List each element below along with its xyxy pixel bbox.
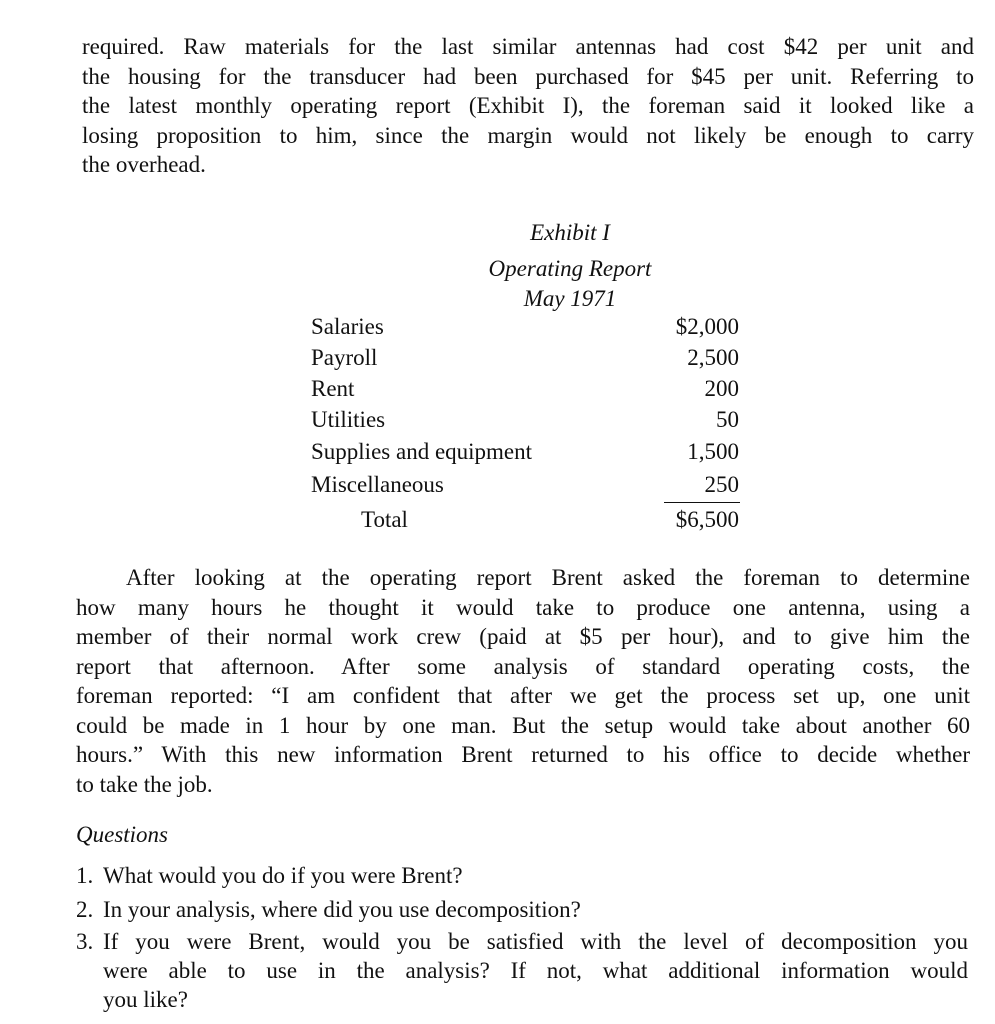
report-row-label: Payroll xyxy=(311,345,378,370)
report-row-amount: 2,500 xyxy=(687,345,739,370)
question-item xyxy=(76,927,968,1014)
report-row-utilities xyxy=(311,405,739,435)
question-number: 1. xyxy=(76,863,94,888)
report-row-amount: 200 xyxy=(704,376,739,401)
report-row-total xyxy=(311,505,739,535)
report-row-amount: $2,000 xyxy=(675,314,739,339)
paragraph-line: the housing for the transducer had been purchased for $45 per unit. Referring to xyxy=(82,63,974,89)
paragraph-line: member of their normal work crew (paid at $5 per hour), and to give him the xyxy=(76,624,970,649)
report-total-amount: $6,500 xyxy=(675,507,739,532)
report-row-miscellaneous xyxy=(311,470,739,500)
paragraph-line: report that afternoon. After some analysis of standard operating costs, the xyxy=(76,653,970,679)
exhibit-date: May 1971 xyxy=(523,286,617,311)
paragraph-line: could be made in 1 hour by one man. But the setup would take about another 60 xyxy=(76,712,970,738)
question-text: you like? xyxy=(103,987,188,1012)
exhibit-subtitle: Operating Report xyxy=(488,256,652,281)
questions-heading: Questions xyxy=(76,822,168,847)
report-row-label: Rent xyxy=(311,376,355,401)
question-text: If you were Brent, would you be satisfied with the level of decomposition you xyxy=(103,929,968,954)
paragraph-line: losing proposition to him, since the margin would not likely be enough to carry xyxy=(82,122,974,148)
question-number: 2. xyxy=(76,897,94,922)
question-text: What would you do if you were Brent? xyxy=(103,863,463,888)
paragraph-line: the overhead. xyxy=(82,152,206,177)
report-row-label: Supplies and equipment xyxy=(311,439,533,464)
paragraph-line: foreman reported: “I am confident that after we get the process set up, one unit xyxy=(76,683,970,708)
question-number: 3. xyxy=(76,929,94,954)
paragraph-line: After looking at the operating report Brent asked the foreman to determine xyxy=(126,565,970,590)
report-row-supplies xyxy=(311,437,739,467)
paragraph-line: to take the job. xyxy=(76,771,213,797)
report-row-amount: 1,500 xyxy=(687,439,739,464)
report-row-amount: 50 xyxy=(716,407,739,432)
report-row-salaries xyxy=(311,312,739,342)
question-item xyxy=(76,895,968,924)
exhibit-title: Exhibit I xyxy=(530,220,610,245)
paragraph-line: hours.” With this new information Brent returned to his office to decide whether xyxy=(76,742,970,767)
report-row-label: Salaries xyxy=(311,314,384,339)
paragraph-line: required. Raw materials for the last similar antennas had cost $42 per unit and xyxy=(82,34,974,59)
report-row-amount: 250 xyxy=(704,472,739,497)
body-paragraph xyxy=(76,563,970,799)
question-text: were able to use in the analysis? If not, what additional information would xyxy=(103,958,968,983)
total-rule xyxy=(664,502,740,503)
report-row-label: Utilities xyxy=(311,407,386,432)
question-item xyxy=(76,861,968,890)
report-row-rent xyxy=(311,374,739,404)
report-row-payroll xyxy=(311,343,739,373)
question-text: In your analysis, where did you use decomposition? xyxy=(103,897,581,922)
report-total-label: Total xyxy=(361,507,408,532)
intro-paragraph xyxy=(82,32,974,180)
report-row-label: Miscellaneous xyxy=(311,472,444,497)
paragraph-line: the latest monthly operating report (Exhibit I), the foreman said it looked like a xyxy=(82,93,974,118)
paragraph-line: how many hours he thought it would take to produce one antenna, using a xyxy=(76,594,970,620)
